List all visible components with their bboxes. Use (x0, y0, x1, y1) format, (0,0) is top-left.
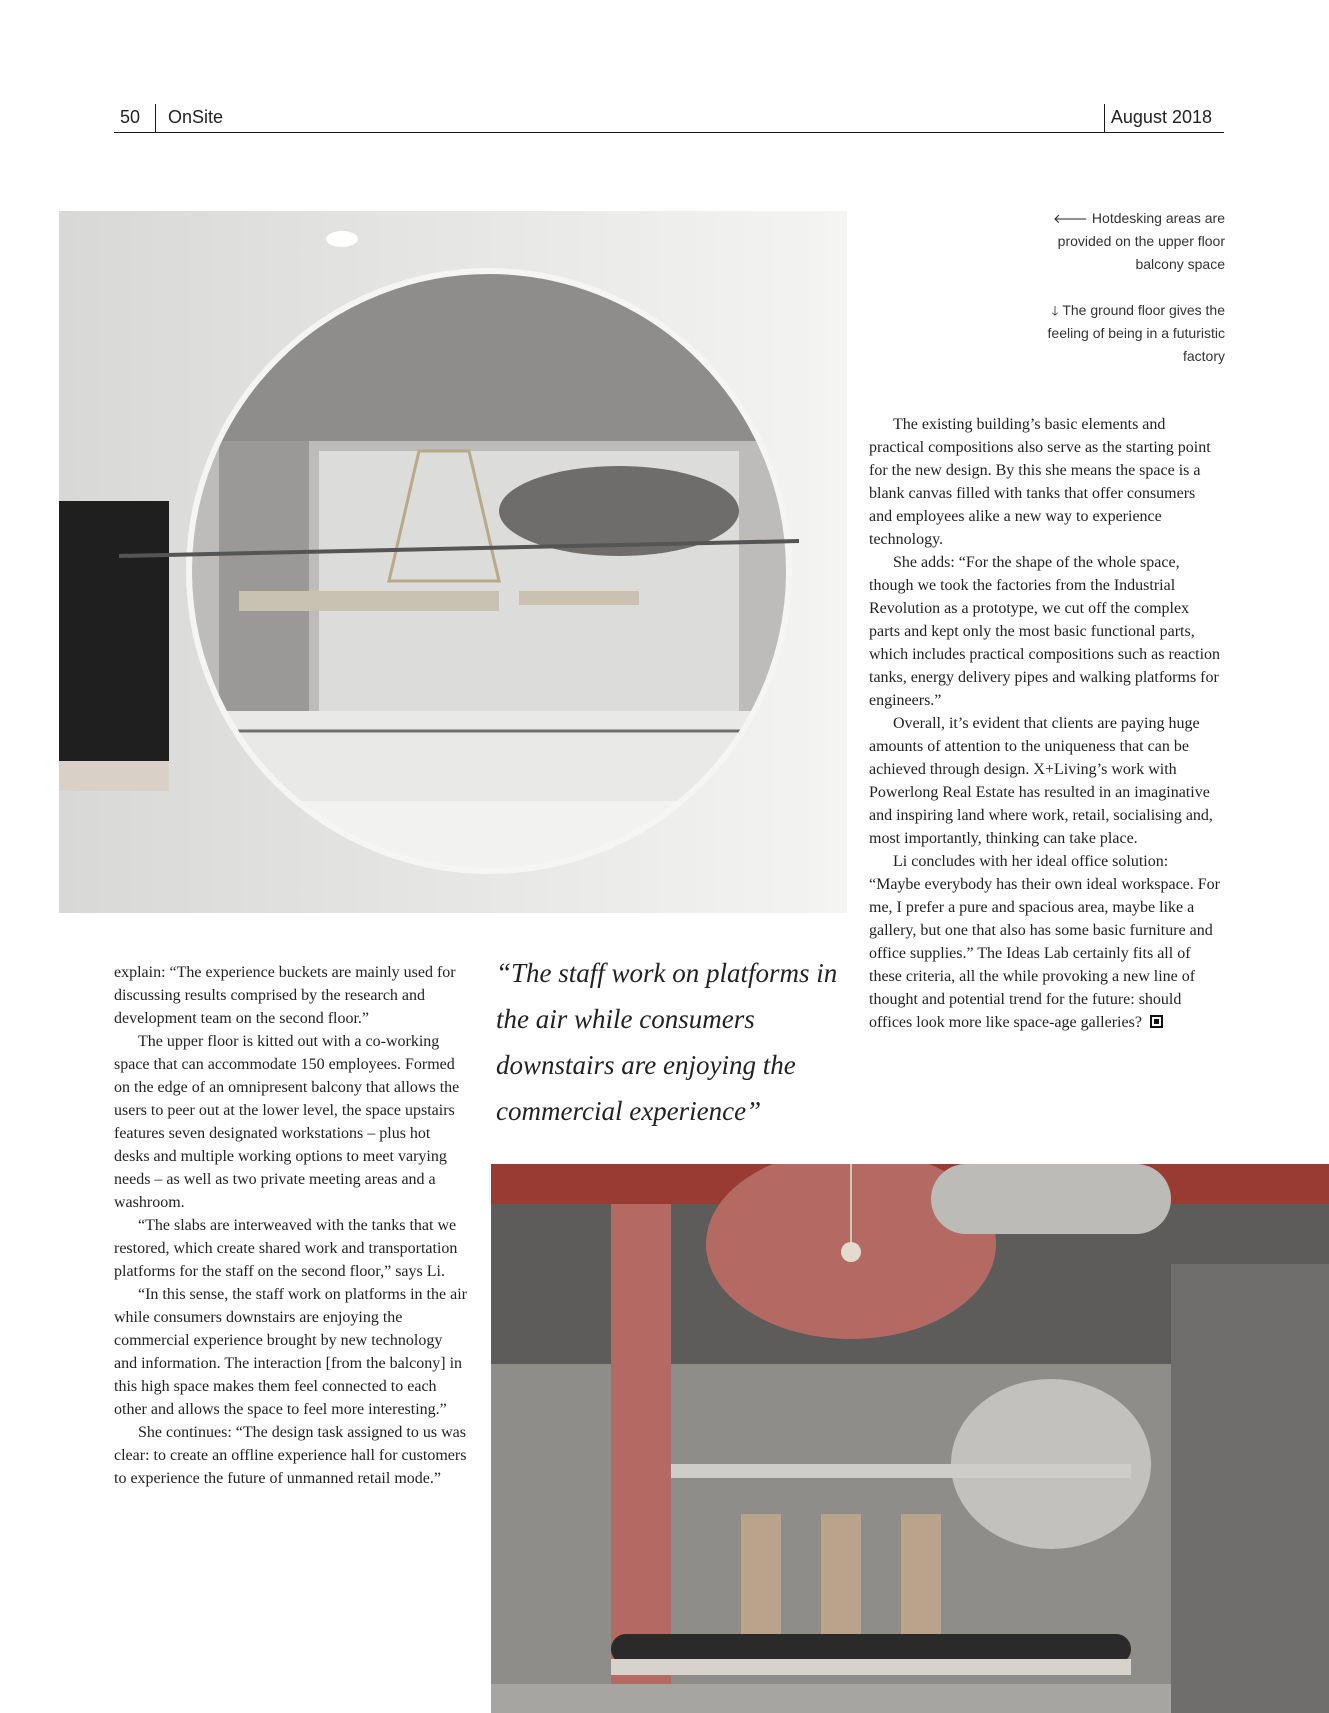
body-paragraph: “The slabs are interweaved with the tanks that we restored, which create shared work and transportation platforms for the staff on the second floor,” says Li. (114, 1217, 458, 1280)
page-number: 50 (120, 107, 141, 127)
body-paragraph: Overall, it’s evident that clients are paying huge amounts of attention to the uniqueness that can be achieved through design. X+Living’s work with Powerlong Real Estate has resulted in an imaginative and inspiring land where work, retail, socialising and, most importantly, thinking can take place. (869, 715, 1213, 847)
body-paragraph: She continues: “The design task assigned to us was clear: to create an offline experience hall for customers to experience the future of unmanned retail mode.” (114, 1424, 467, 1487)
ground-floor-photo (491, 1164, 1329, 1713)
body-paragraph: The upper floor is kitted out with a co-working space that can accommodate 150 employees. Formed on the edge of an omnipresent balcony that allows the users to peer out at the lower level, the space upstairs features seven designated workstations – plus hot desks and multiple working options to meet varying needs – as well as two private meeting areas and a washroom. (114, 1033, 460, 1211)
body-column-left (114, 961, 469, 1490)
arrow-left-icon: 🡐 (1053, 211, 1088, 226)
arrow-down-icon: 🡓 (1051, 303, 1059, 318)
body-paragraph: explain: “The experience buckets are mainly used for discussing results comprised by the research and development team on the second floor.” (114, 964, 456, 1027)
body-paragraph (869, 850, 1221, 1034)
balcony-hotdesk-photo (59, 211, 847, 913)
header-divider (155, 104, 156, 132)
body-paragraph: The existing building’s basic elements and practical compositions also serve as the starting point for the new design. By this she means the space is a blank canvas filled with tanks that offer consumers and employees alike a new way to experience technology. (869, 416, 1211, 548)
end-of-article-icon (1150, 1015, 1163, 1028)
photo-caption (1015, 207, 1225, 276)
closing-paragraph-text: Li concludes with her ideal office solution: “Maybe everybody has their own ideal workspace. For me, I prefer a pure and spacious area, maybe like a gallery, but one that also has some basic furniture and office supplies.” The Ideas Lab certainly fits all of these criteria, all the while provoking a new line of thought and potential trend for the future: should offices look more like space-age galleries? (869, 853, 1220, 1031)
photo-caption (1015, 299, 1225, 368)
body-column-right (869, 413, 1221, 1034)
pull-quote: “The staff work on platforms in the air while consumers downstairs are enjoying the commercial experience” (496, 958, 838, 1126)
section-name: OnSite (168, 107, 224, 127)
body-paragraph: She adds: “For the shape of the whole space, though we took the factories from the Industrial Revolution as a prototype, we cut off the complex parts and kept only the most basic functional parts, which includes practical compositions such as reaction tanks, energy delivery pipes and walking platforms for engineers.” (869, 554, 1221, 709)
caption-text: Hotdesking areas are provided on the upper floor balcony space (1057, 210, 1225, 272)
issue-date: August 2018 (1110, 107, 1212, 127)
body-paragraph: “In this sense, the staff work on platforms in the air while consumers downstairs are enjoying the commercial experience brought by new technology and information. The interaction [from the balcony] in this high space makes them feel connected to each other and allows the space to feel more interesting.” (114, 1286, 467, 1418)
running-header (114, 104, 1224, 133)
caption-text: The ground floor gives the feeling of being in a futuristic factory (1047, 302, 1225, 364)
header-divider (1104, 104, 1105, 132)
